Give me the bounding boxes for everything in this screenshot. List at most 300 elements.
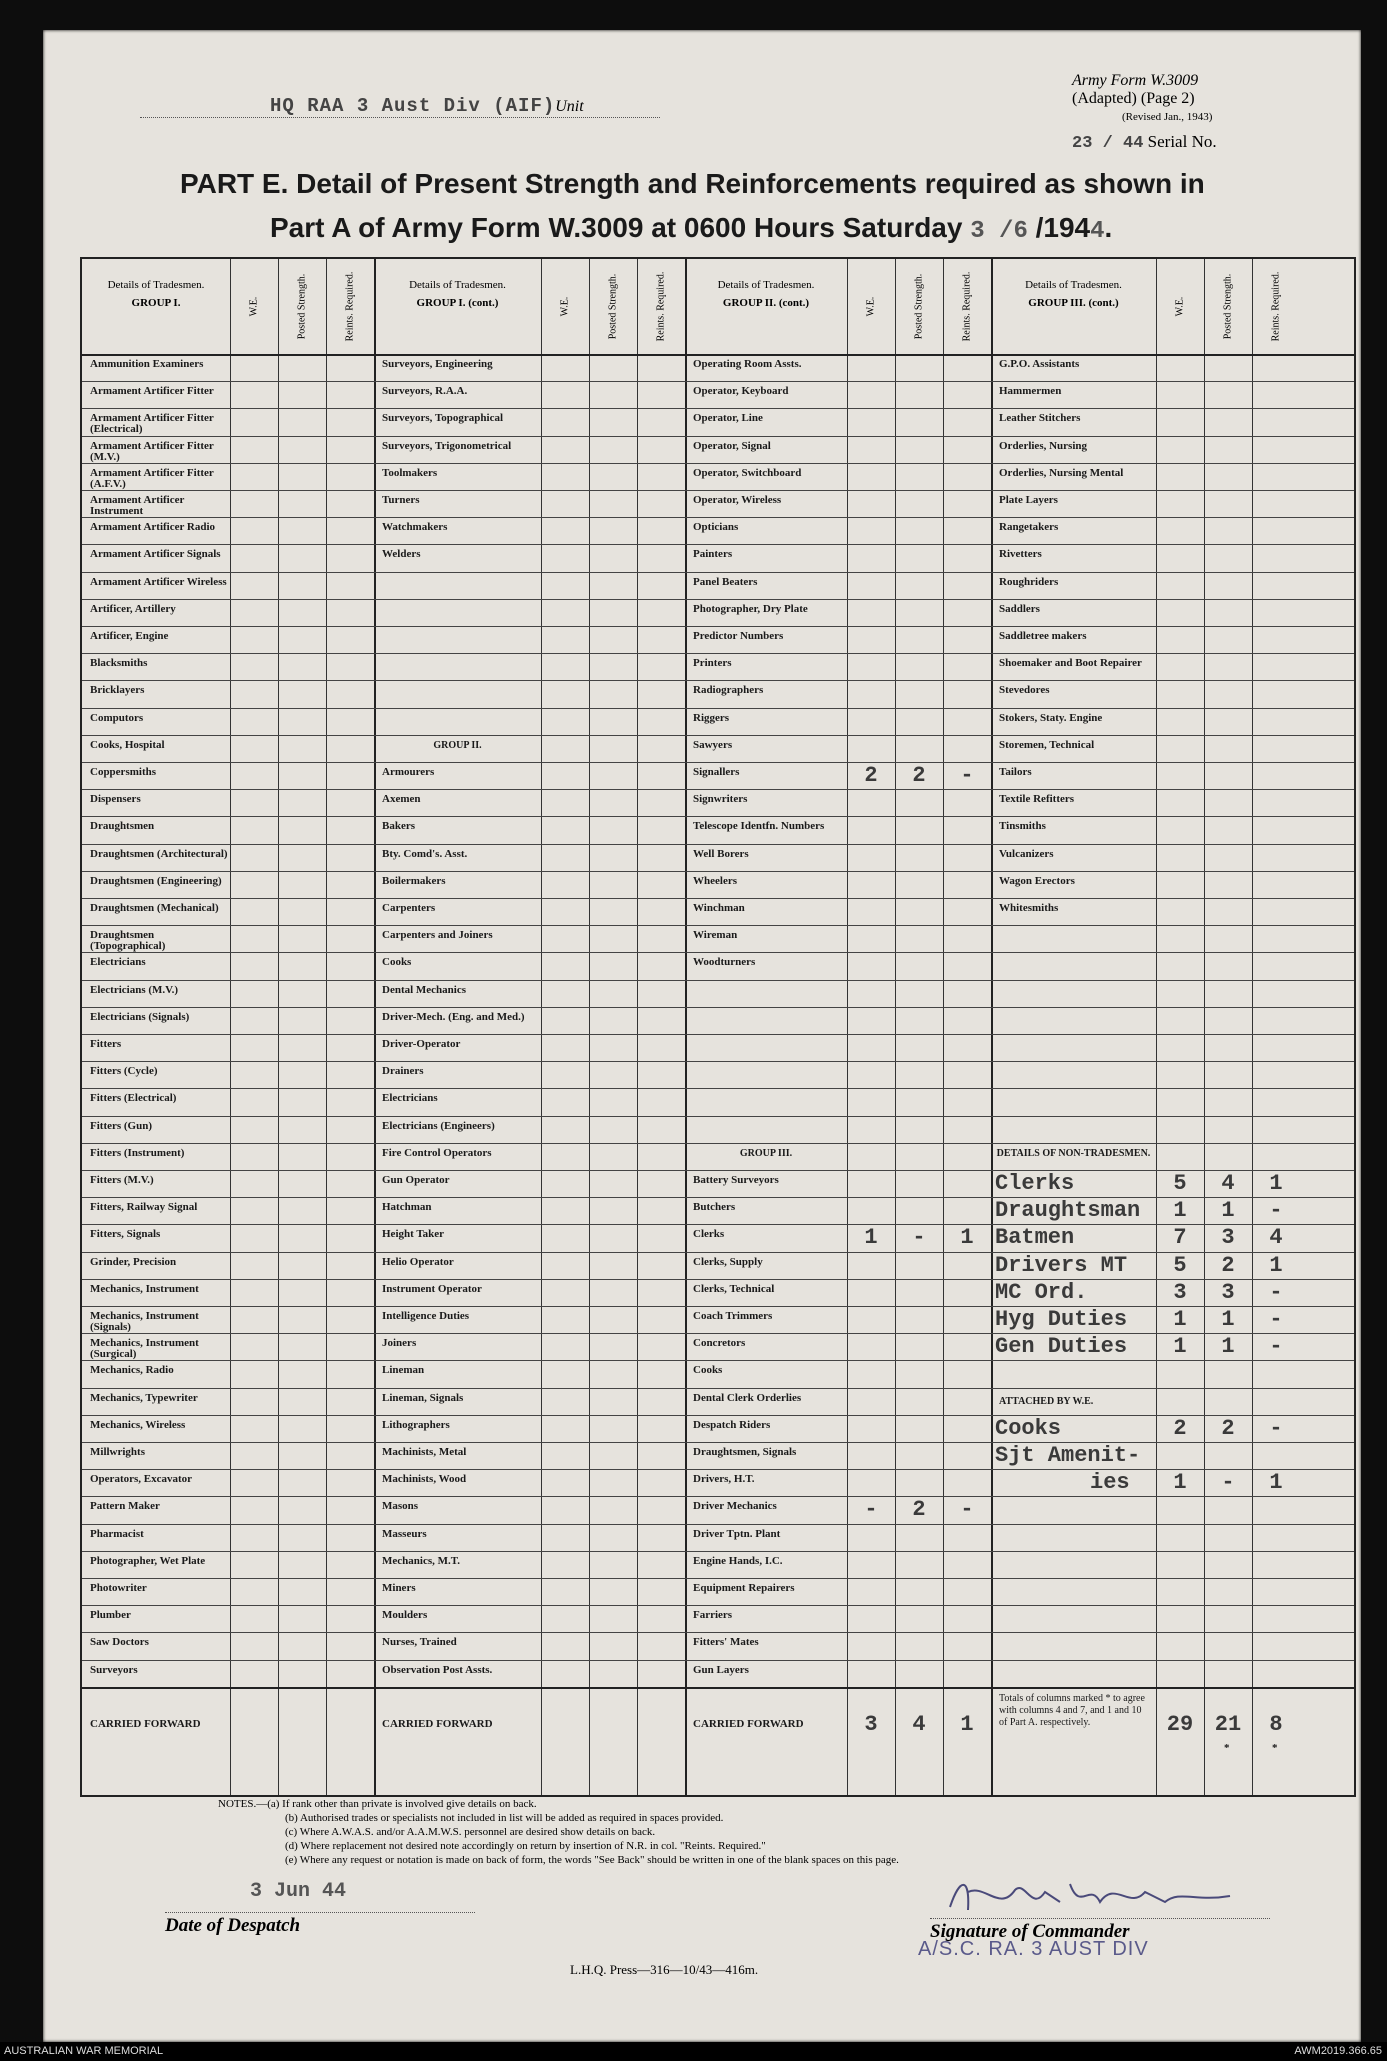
- row-divider: [82, 1007, 1354, 1008]
- trade-label: Joiners: [382, 1337, 417, 1350]
- trade-label: Radiographers: [693, 684, 764, 697]
- trade-label: Photographer, Dry Plate: [693, 602, 808, 615]
- row-divider: [82, 1034, 1354, 1035]
- despatch-date: 3 Jun 44: [250, 1880, 347, 1903]
- typed-posted: 2: [912, 763, 926, 788]
- trade-label: Signallers: [693, 766, 740, 778]
- trade-label: Turners: [382, 494, 420, 506]
- typed-attached: Cooks: [995, 1415, 1062, 1441]
- signature-scribble: [940, 1872, 1240, 1918]
- unit-typed: HQ RAA 3 Aust Div (AIF): [270, 95, 556, 117]
- trade-label: Armament Artificer Fitter (Electrical): [90, 412, 214, 436]
- notes: [218, 1797, 899, 1867]
- title-year-suffix: 4: [1090, 218, 1105, 245]
- typed-we: 5: [1173, 1252, 1187, 1278]
- group-header: GROUP I.: [131, 297, 181, 309]
- trade-label: Surveyors, Topographical: [382, 412, 504, 425]
- carried-forward-label: CARRIED FORWARD: [382, 1717, 493, 1730]
- signature-label: Signature of Commander: [930, 1918, 1270, 1943]
- trade-label: Saw Doctors: [90, 1636, 149, 1649]
- row-divider: [82, 1660, 1354, 1661]
- trade-label: Panel Beaters: [693, 575, 758, 588]
- typed-posted: -: [912, 1225, 926, 1251]
- note-e: (e) Where any request or notation is made on back of form, the words "See Back" should be written in one of the blank spaces on this page.: [285, 1854, 899, 1866]
- column-header-posted: Posted Strength.: [1222, 273, 1234, 339]
- trade-label: Wheelers: [693, 874, 737, 887]
- carried-forward-label: CARRIED FORWARD: [90, 1717, 201, 1730]
- title-text: Part A of Army Form W.3009 at 0600 Hours Saturday: [270, 212, 963, 243]
- typed-non-tradesman: Batmen: [995, 1225, 1075, 1251]
- details-header: [82, 279, 230, 309]
- trade-label: Armament Artificer Fitter: [90, 385, 214, 398]
- carried-forward-label: CARRIED FORWARD: [693, 1717, 804, 1730]
- note-a: NOTES.—(a) If rank other than private is involved give details on back.: [218, 1798, 537, 1810]
- typed-we: -: [864, 1497, 878, 1523]
- trade-label: Shoemaker and Boot Repairer: [999, 657, 1142, 670]
- total-reints: 8: [1269, 1711, 1283, 1737]
- trade-label: Carpenters: [382, 902, 436, 914]
- trade-label: Hammermen: [999, 385, 1062, 398]
- trade-label: Fitters: [90, 1038, 122, 1050]
- archive-footer: [0, 2042, 1387, 2061]
- trade-label: Pattern Maker: [90, 1500, 160, 1513]
- trade-label: Cooks: [693, 1364, 723, 1377]
- group-header: GROUP I. (cont.): [416, 297, 499, 309]
- row-divider: [82, 1116, 1354, 1117]
- trade-label: Mechanics, M.T.: [382, 1554, 461, 1567]
- trade-label: Printers: [693, 657, 732, 670]
- trade-label: Artificer, Artillery: [90, 602, 176, 615]
- trade-label: Wagon Erectors: [999, 874, 1075, 887]
- group-label: GROUP III.: [739, 1147, 793, 1159]
- trade-label: G.P.O. Assistants: [999, 358, 1080, 370]
- row-divider: [82, 653, 1354, 654]
- trade-label: Mechanics, Instrument (Signals): [90, 1310, 199, 1333]
- row-divider: [82, 463, 1354, 464]
- total-posted: 21: [1214, 1711, 1242, 1737]
- trade-label: Tailors: [999, 766, 1032, 778]
- row-divider: [82, 1061, 1354, 1062]
- typed-we: 1: [864, 1225, 878, 1251]
- row-divider: [82, 1143, 1354, 1144]
- trade-label: Tinsmiths: [999, 820, 1046, 833]
- typed-posted: 3: [1221, 1225, 1235, 1251]
- trade-label: Draughtsmen (Mechanical): [90, 902, 219, 914]
- unit-field: [140, 95, 660, 118]
- group-label: DETAILS OF NON-TRADESMEN.: [996, 1147, 1151, 1159]
- row-divider: [82, 599, 1354, 600]
- trade-label: Clerks, Supply: [693, 1255, 763, 1268]
- trade-label: Driver Mechanics: [693, 1500, 777, 1513]
- trade-label: Pharmacist: [90, 1527, 144, 1540]
- trade-label: Roughriders: [999, 575, 1059, 588]
- trade-label: Plumber: [90, 1609, 131, 1622]
- trade-label: Cooks: [382, 956, 412, 969]
- typed-attached: Sjt Amenit-: [995, 1443, 1141, 1468]
- row-divider: [82, 1524, 1354, 1525]
- trade-label: Rivetters: [999, 548, 1042, 561]
- trade-label: Bakers: [382, 820, 415, 833]
- trade-label: Fitters, Railway Signal: [90, 1201, 198, 1214]
- typed-we: 1: [1173, 1334, 1187, 1360]
- row-divider: [82, 871, 1354, 872]
- trade-label: Saddlers: [999, 602, 1040, 615]
- typed-non-tradesman: Drivers MT: [995, 1252, 1128, 1278]
- row-divider: [82, 408, 1354, 409]
- trade-label: Surveyors, Engineering: [382, 358, 493, 370]
- trade-label: Rangetakers: [999, 521, 1059, 534]
- row-divider: [82, 762, 1354, 763]
- trade-label: Mechanics, Radio: [90, 1364, 174, 1377]
- trade-label: Despatch Riders: [693, 1418, 771, 1431]
- trade-label: Dental Clerk Orderlies: [693, 1391, 802, 1404]
- typed-reints: -: [1269, 1334, 1283, 1360]
- trade-label: Millwrights: [90, 1446, 145, 1458]
- trade-label: Armourers: [382, 766, 435, 778]
- trade-label: Sawyers: [693, 738, 733, 751]
- trade-label: Textile Refitters: [999, 793, 1075, 806]
- trade-label: Battery Surveyors: [693, 1174, 779, 1186]
- signature-stamp: A/S.C. RA. 3 AUST DIV: [918, 1938, 1149, 1960]
- row-divider: [82, 708, 1354, 709]
- totals-star: *: [1224, 1741, 1230, 1754]
- trade-label: Operator, Wireless: [693, 494, 782, 506]
- trade-label: Driver-Mech. (Eng. and Med.): [382, 1010, 525, 1023]
- trade-label: Watchmakers: [382, 521, 448, 534]
- details-header: [991, 279, 1156, 309]
- row-divider: [82, 436, 1354, 437]
- typed-posted: 1: [1221, 1334, 1235, 1360]
- trade-label: Driver-Operator: [382, 1038, 461, 1050]
- row-divider: [82, 517, 1354, 518]
- trade-label: Lineman: [382, 1364, 425, 1377]
- column-header-we: W.E.: [1174, 296, 1186, 316]
- trade-label: Telescope Identfn. Numbers: [693, 820, 825, 833]
- trade-label: Electricians: [90, 956, 146, 969]
- strength-table: [80, 257, 1356, 1797]
- trade-label: Wireman: [693, 929, 738, 942]
- trade-label: Armament Artificer Instrument: [90, 494, 185, 517]
- trade-label: Draughtsmen: [90, 820, 155, 833]
- trade-label: Helio Operator: [382, 1255, 454, 1268]
- row-divider: [82, 1496, 1354, 1497]
- row-divider: [82, 844, 1354, 845]
- title-year-prefix: /194: [1035, 212, 1091, 243]
- typed-posted: 2: [1221, 1415, 1235, 1441]
- typed-posted: 2: [912, 1497, 926, 1523]
- title-line-1: PART E. Detail of Present Strength and Reinforcements required as shown in: [180, 168, 1205, 199]
- trade-label: Masons: [382, 1500, 419, 1513]
- trade-label: Driver Tptn. Plant: [693, 1527, 781, 1540]
- trade-label: Operating Room Assts.: [693, 358, 802, 370]
- trade-label: Axemen: [382, 793, 421, 806]
- trade-label: Dispensers: [90, 793, 141, 806]
- details-header-text: Details of Tradesmen.: [717, 279, 815, 291]
- trade-label: Gun Operator: [382, 1174, 450, 1186]
- details-header-text: Details of Tradesmen.: [409, 279, 506, 291]
- details-header-text: Details of Tradesmen.: [1025, 279, 1122, 291]
- trade-label: Miners: [382, 1582, 416, 1594]
- typed-attached: ies: [1090, 1470, 1130, 1496]
- trade-label: Leather Stitchers: [999, 412, 1081, 425]
- row-divider: [82, 789, 1354, 790]
- typed-reints: -: [960, 1497, 974, 1523]
- trade-label: Riggers: [693, 711, 730, 724]
- trade-label: Fitters (Electrical): [90, 1092, 177, 1105]
- column-header-we: W.E.: [248, 296, 260, 316]
- carried-reints: 1: [960, 1711, 974, 1737]
- note-b: (b) Authorised trades or specialists not included in list will be added as required in spaces provided.: [285, 1812, 724, 1824]
- trade-label: Coach Trimmers: [693, 1310, 773, 1322]
- column-header-reints: Reints. Required.: [961, 271, 973, 341]
- typed-we: 1: [1173, 1307, 1187, 1332]
- trade-label: Mechanics, Instrument (Surgical): [90, 1337, 199, 1361]
- typed-we: 7: [1173, 1225, 1187, 1251]
- trade-label: Butchers: [693, 1201, 736, 1214]
- trade-label: Signwriters: [693, 793, 748, 806]
- typed-posted: 4: [1221, 1171, 1235, 1196]
- trade-label: Draughtsmen, Signals: [693, 1446, 797, 1458]
- row-divider: [82, 1088, 1354, 1089]
- trade-label: Surveyors, Trigonometrical: [382, 439, 512, 452]
- form-line-3: (Revised Jan., 1943): [1122, 111, 1213, 123]
- attached-label: ATTACHED BY W.E.: [999, 1395, 1094, 1407]
- trade-label: Boilermakers: [382, 874, 446, 887]
- serial-number: [1072, 132, 1217, 153]
- row-divider: [82, 1632, 1354, 1633]
- typed-we: 2: [864, 763, 878, 788]
- trade-label: Intelligence Duties: [382, 1310, 470, 1322]
- trade-label: Clerks, Technical: [693, 1282, 775, 1295]
- trade-label: Welders: [382, 548, 421, 561]
- trade-label: Fire Control Operators: [382, 1146, 492, 1159]
- trade-label: Bty. Comd's. Asst.: [382, 847, 468, 860]
- typed-non-tradesman: Gen Duties: [995, 1334, 1128, 1360]
- trade-label: Operators, Excavator: [90, 1473, 193, 1486]
- trade-label: Armament Artificer Wireless: [90, 575, 227, 588]
- typed-posted: 1: [1221, 1198, 1235, 1224]
- column-header-posted: Posted Strength.: [296, 273, 308, 339]
- trade-label: Farriers: [693, 1609, 733, 1622]
- trade-label: Armament Artificer Radio: [90, 521, 216, 534]
- unit-label: Unit: [555, 98, 584, 115]
- row-divider: [82, 980, 1354, 981]
- trade-label: Surveyors, R.A.A.: [382, 385, 468, 398]
- trade-label: Blacksmiths: [90, 657, 148, 670]
- trade-label: Fitters' Mates: [693, 1636, 759, 1649]
- typed-non-tradesman: Clerks: [995, 1171, 1075, 1196]
- carried-forward-divider: [82, 1687, 1354, 1689]
- row-divider: [82, 381, 1354, 382]
- column-header-reints: Reints. Required.: [344, 271, 356, 341]
- row-divider: [82, 898, 1354, 899]
- trade-label: Fitters (M.V.): [90, 1174, 154, 1186]
- typed-reints: -: [1269, 1307, 1283, 1332]
- trade-label: Carpenters and Joiners: [382, 929, 493, 942]
- trade-label: Draughtsmen (Architectural): [90, 847, 228, 860]
- trade-label: Drainers: [382, 1065, 424, 1078]
- serial-label: Serial No.: [1147, 132, 1217, 151]
- trade-label: Instrument Operator: [382, 1282, 482, 1295]
- typed-we: 1: [1173, 1470, 1187, 1496]
- column-header-reints: Reints. Required.: [655, 271, 667, 341]
- trade-label: Cooks, Hospital: [90, 738, 165, 751]
- archive-left: AUSTRALIAN WAR MEMORIAL: [4, 2045, 164, 2057]
- trade-label: Orderlies, Nursing: [999, 439, 1087, 452]
- trade-label: Vulcanizers: [999, 847, 1054, 860]
- column-header-we: W.E.: [559, 296, 571, 316]
- typed-reints: -: [1269, 1198, 1283, 1224]
- trade-label: Dental Mechanics: [382, 983, 467, 996]
- total-we: 29: [1166, 1711, 1194, 1737]
- row-divider: [82, 925, 1354, 926]
- column-header-reints: Reints. Required.: [1270, 271, 1282, 341]
- details-header-text: Details of Tradesmen.: [107, 279, 205, 291]
- row-divider: [82, 544, 1354, 545]
- typed-posted: 2: [1221, 1252, 1235, 1278]
- row-divider: [82, 572, 1354, 573]
- note-c: (c) Where A.W.A.S. and/or A.A.M.W.S. personnel are desired show details on back.: [285, 1826, 656, 1838]
- title-end: .: [1104, 212, 1113, 243]
- trade-label: Well Borers: [693, 847, 749, 860]
- trade-label: Surveyors: [90, 1663, 138, 1676]
- header-divider: [82, 354, 1354, 356]
- trade-label: Operator, Line: [693, 412, 763, 425]
- row-divider: [82, 735, 1354, 736]
- trade-label: Fitters (Gun): [90, 1119, 153, 1132]
- trade-label: Height Taker: [382, 1228, 445, 1241]
- typed-we: 1: [1173, 1198, 1187, 1224]
- trade-label: Mechanics, Instrument: [90, 1282, 199, 1295]
- trade-label: Stokers, Staty. Engine: [999, 711, 1103, 724]
- trade-label: Armament Artificer Signals: [90, 548, 221, 561]
- trade-label: Photographer, Wet Plate: [90, 1554, 206, 1567]
- trade-label: Observation Post Assts.: [382, 1663, 493, 1676]
- typed-non-tradesman: MC Ord.: [995, 1279, 1088, 1305]
- row-divider: [82, 952, 1354, 953]
- typed-we: 5: [1173, 1171, 1187, 1196]
- archive-right: AWM2019.366.65: [1294, 2045, 1382, 2057]
- trade-label: Mechanics, Wireless: [90, 1418, 186, 1431]
- trade-label: Bricklayers: [90, 684, 145, 697]
- typed-we: 2: [1173, 1415, 1187, 1441]
- trade-label: Operator, Keyboard: [693, 385, 789, 398]
- trade-label: Hatchman: [382, 1201, 432, 1214]
- trade-label: Storemen, Technical: [999, 738, 1095, 751]
- row-divider: [82, 1388, 1354, 1389]
- trade-label: Fitters (Cycle): [90, 1065, 158, 1078]
- trade-label: Artificer, Engine: [90, 630, 169, 642]
- form-identifier: [1072, 72, 1212, 126]
- trade-label: Mechanics, Typewriter: [90, 1391, 198, 1404]
- trade-label: Lineman, Signals: [382, 1391, 464, 1404]
- trade-label: Draughtsmen (Topographical): [90, 929, 166, 953]
- typed-reints: 1: [1269, 1252, 1283, 1278]
- form-line-1: Army Form W.3009: [1072, 72, 1199, 89]
- trade-label: Electricians (Engineers): [382, 1119, 495, 1132]
- title-line-2: [180, 206, 1260, 254]
- details-header: [685, 279, 847, 309]
- page-title: [180, 162, 1260, 254]
- trade-label: Draughtsmen (Engineering): [90, 874, 222, 887]
- typed-reints: 1: [960, 1225, 974, 1251]
- column-header-posted: Posted Strength.: [913, 273, 925, 339]
- row-divider: [82, 680, 1354, 681]
- trade-label: Computors: [90, 711, 144, 724]
- typed-reints: -: [1269, 1415, 1283, 1441]
- row-divider: [82, 1442, 1354, 1443]
- column-header-we: W.E.: [865, 296, 877, 316]
- trade-label: Painters: [693, 548, 733, 561]
- trade-label: Engine Hands, I.C.: [693, 1554, 783, 1567]
- totals-star: *: [1272, 1741, 1278, 1754]
- trade-label: Opticians: [693, 521, 739, 534]
- trade-label: Fitters (Instrument): [90, 1146, 185, 1159]
- trade-label: Ammunition Examiners: [90, 358, 204, 370]
- typed-reints: -: [960, 763, 974, 788]
- trade-label: Coppersmiths: [90, 766, 157, 778]
- trade-label: Gun Layers: [693, 1663, 749, 1676]
- carried-posted: 4: [912, 1711, 926, 1737]
- typed-reints: 4: [1269, 1225, 1283, 1251]
- trade-label: Electricians (M.V.): [90, 983, 179, 996]
- typed-non-tradesman: Hyg Duties: [995, 1307, 1128, 1332]
- serial-typed: 23 / 44: [1072, 134, 1144, 153]
- typed-reints: 1: [1269, 1171, 1283, 1196]
- row-divider: [82, 490, 1354, 491]
- row-divider: [82, 1360, 1354, 1361]
- row-divider: [82, 626, 1354, 627]
- trade-label: Toolmakers: [382, 466, 438, 479]
- trade-label: Masseurs: [382, 1527, 427, 1540]
- group-header: GROUP III. (cont.): [1028, 297, 1119, 309]
- typed-reints: 1: [1269, 1470, 1283, 1496]
- trade-label: Woodturners: [693, 956, 756, 969]
- trade-label: Saddletree makers: [999, 630, 1087, 642]
- press-line: L.H.Q. Press—316—10/43—416m.: [570, 1962, 759, 1977]
- carried-we: 3: [864, 1711, 878, 1737]
- title-date: 3 /6: [970, 218, 1028, 245]
- typed-non-tradesman: Draughtsman: [995, 1198, 1141, 1224]
- typed-we: 3: [1173, 1279, 1187, 1305]
- trade-label: Whitesmiths: [999, 902, 1059, 914]
- trade-label: Equipment Repairers: [693, 1582, 795, 1594]
- trade-label: Armament Artificer Fitter (A.F.V.): [90, 466, 214, 490]
- form-line-2: (Adapted) (Page 2): [1072, 90, 1195, 107]
- typed-posted: -: [1221, 1470, 1235, 1496]
- trade-label: Machinists, Wood: [382, 1473, 467, 1486]
- trade-label: Plate Layers: [999, 494, 1058, 506]
- typed-posted: 1: [1221, 1307, 1235, 1332]
- trade-label: Predictor Numbers: [693, 630, 784, 642]
- typed-posted: 3: [1221, 1279, 1235, 1305]
- trade-label: Photowriter: [90, 1582, 147, 1594]
- trade-label: Machinists, Metal: [382, 1446, 467, 1458]
- trade-label: Operator, Signal: [693, 439, 771, 452]
- trade-label: Lithographers: [382, 1418, 450, 1431]
- trade-label: Stevedores: [999, 684, 1050, 697]
- trade-label: Orderlies, Nursing Mental: [999, 466, 1124, 479]
- trade-label: Drivers, H.T.: [693, 1473, 755, 1486]
- trade-label: Concretors: [693, 1337, 746, 1350]
- group-header: GROUP II. (cont.): [722, 297, 810, 309]
- trade-label: Winchman: [693, 902, 745, 914]
- trade-label: Electricians: [382, 1092, 438, 1105]
- trade-label: Armament Artificer Fitter (M.V.): [90, 439, 214, 463]
- despatch-label: Date of Despatch: [165, 1912, 475, 1937]
- note-d: (d) Where replacement not desired note accordingly on return by insertion of N.R. in col. "Reints. Required.": [285, 1840, 766, 1852]
- trade-label: Fitters, Signals: [90, 1228, 161, 1241]
